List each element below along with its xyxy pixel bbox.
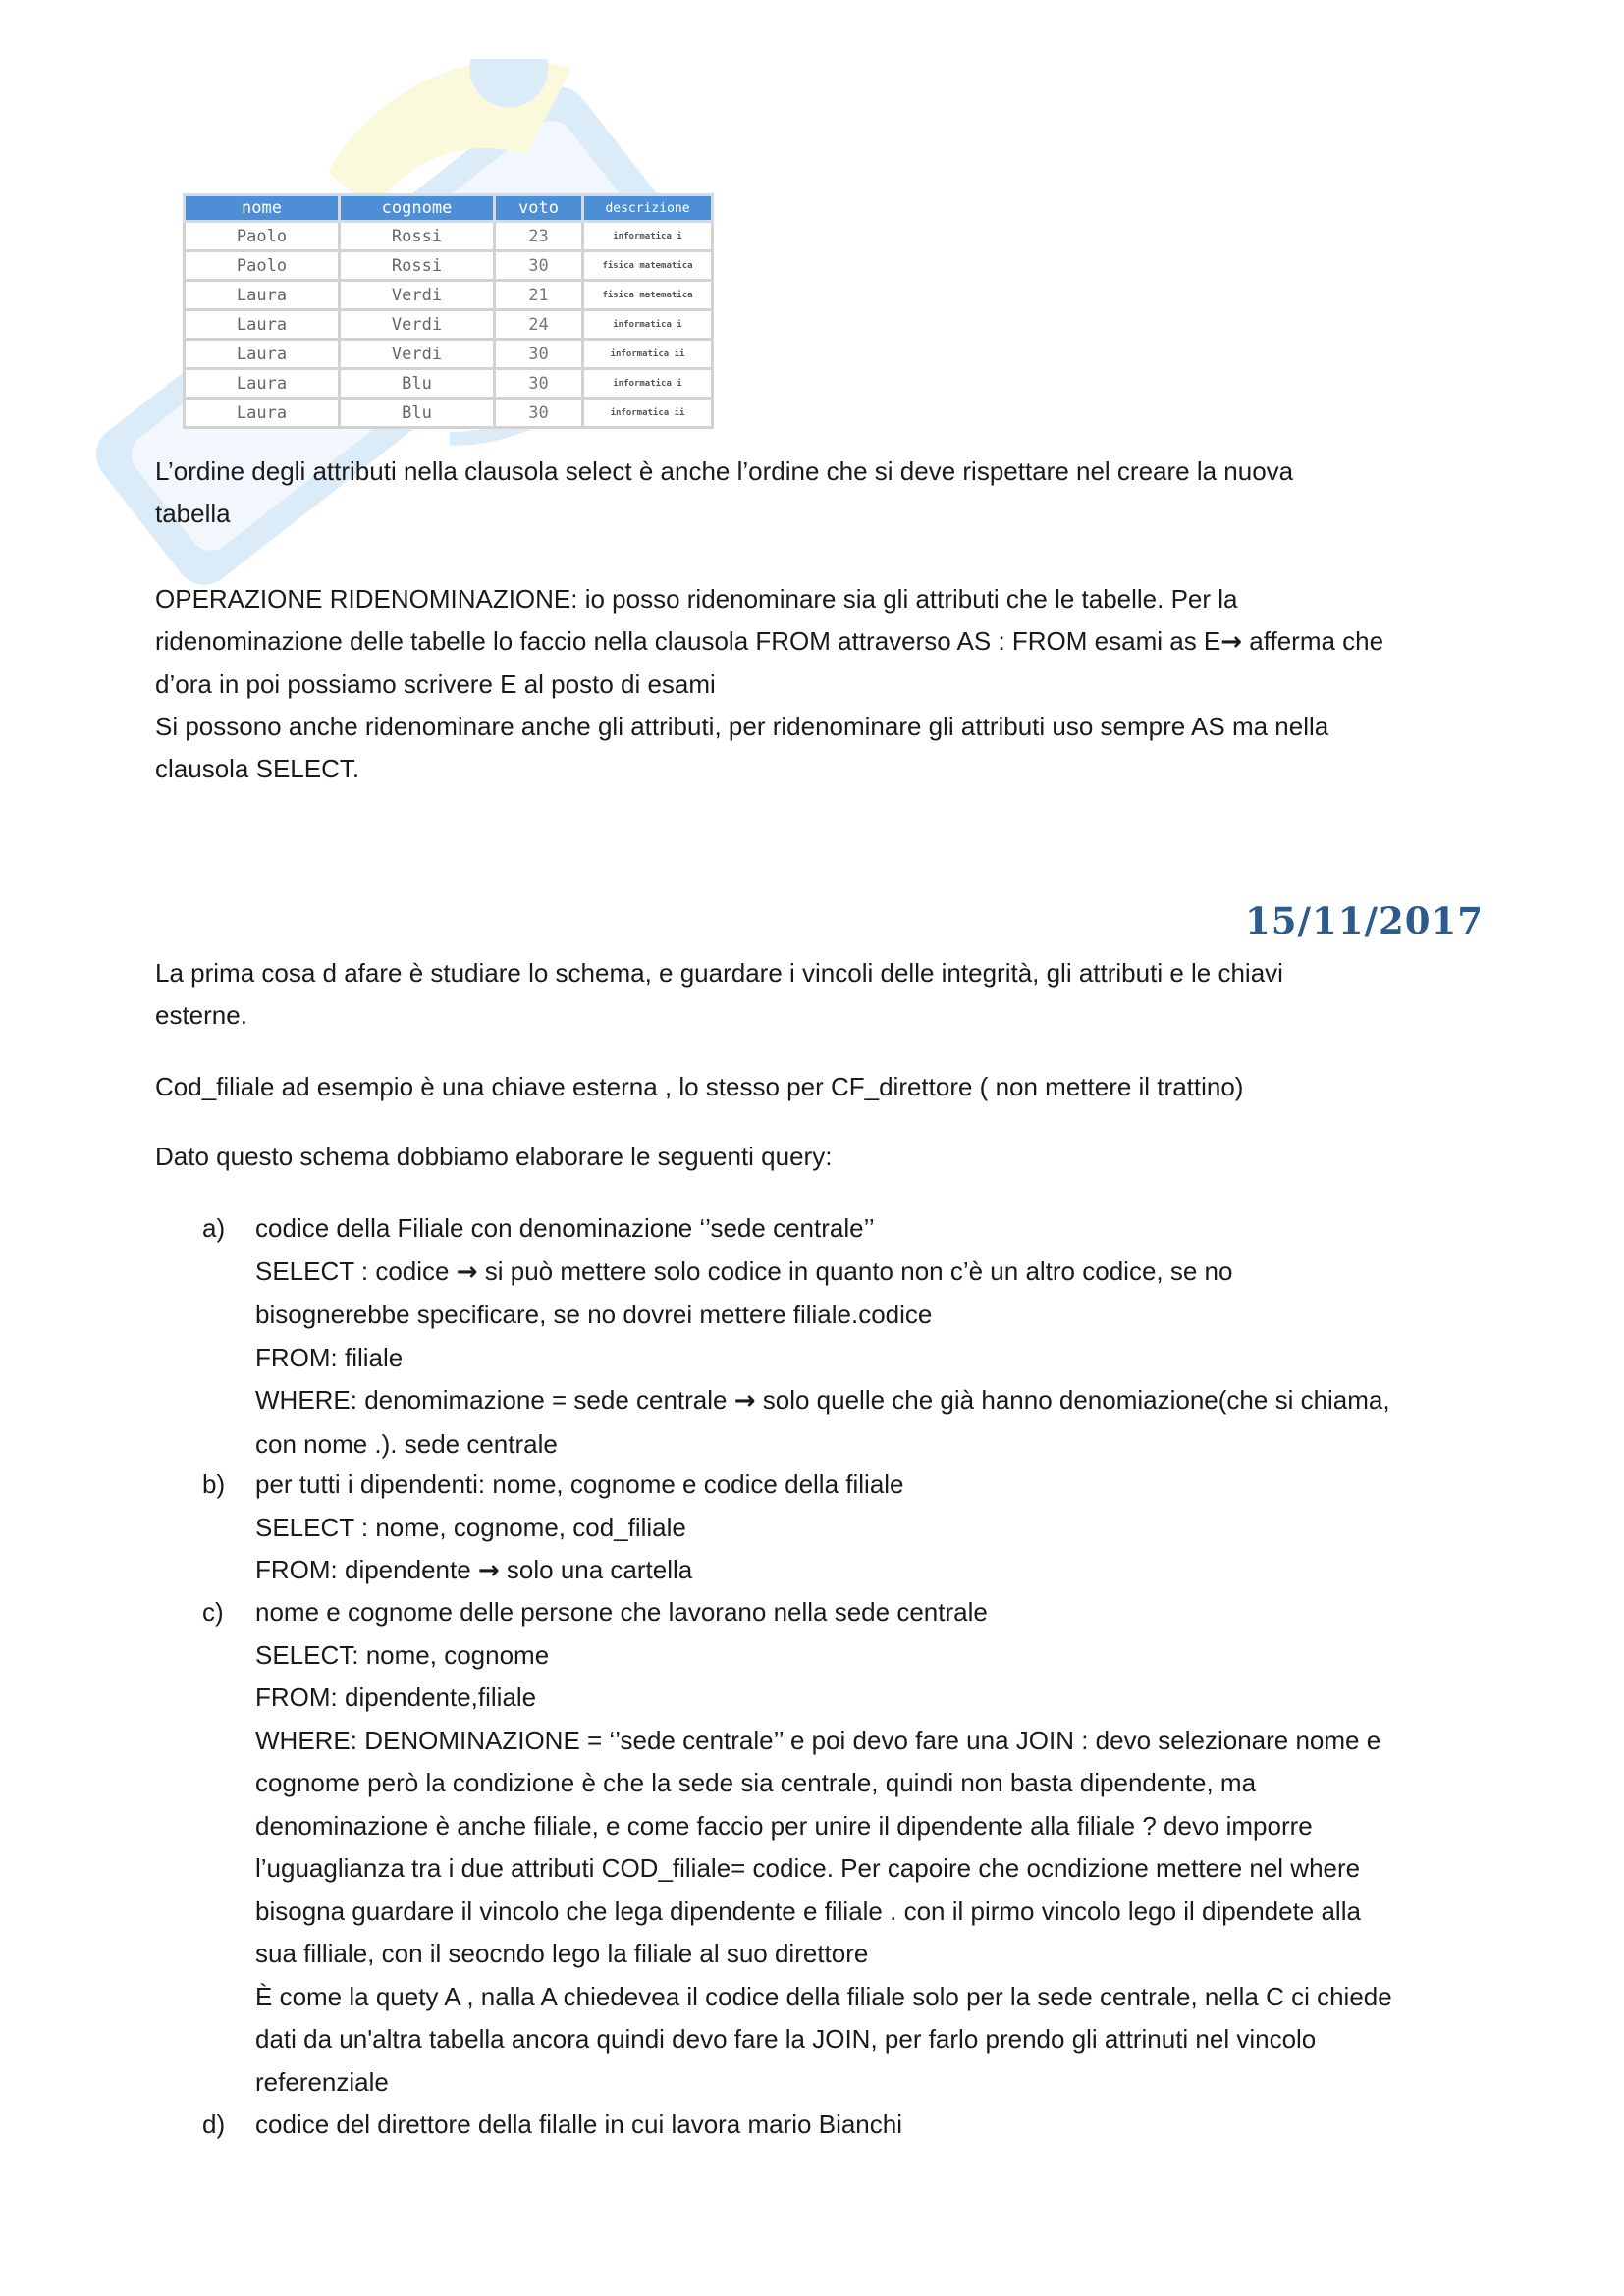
paragraph-queries-intro bbox=[155, 1136, 1490, 1178]
query-item-d bbox=[202, 2104, 1498, 2147]
text-line: bisogna guardare il vincolo che lega dipendente e filiale . con il pirmo vincolo lego il dipendete alla bbox=[255, 1896, 1361, 1926]
text-line: SELECT: nome, cognome bbox=[255, 1639, 550, 1670]
table-cell: informatica ii bbox=[583, 399, 713, 428]
table-header-row bbox=[185, 195, 713, 222]
paragraph-foreign-keys bbox=[155, 1066, 1490, 1108]
table-cell: 30 bbox=[495, 369, 583, 399]
arrow-icon: → bbox=[1220, 627, 1243, 657]
list-marker: d) bbox=[202, 2109, 226, 2139]
paragraph-attribute-order bbox=[155, 451, 1490, 535]
text-line bbox=[255, 1379, 1498, 1423]
text-line: per tutti i dipendenti: nome, cognome e codice della filiale bbox=[255, 1469, 904, 1499]
paragraph-rename bbox=[155, 578, 1490, 790]
table-cell: Laura bbox=[185, 310, 340, 340]
table-cell: Verdi bbox=[340, 310, 495, 340]
text-line: bisognerebbe specificare, se no dovrei mettere filiale.codice bbox=[255, 1300, 933, 1329]
text-line: tabella bbox=[155, 499, 231, 528]
text-line: FROM: filiale bbox=[255, 1342, 404, 1372]
text-line bbox=[255, 1251, 1498, 1295]
table-cell: 30 bbox=[495, 340, 583, 369]
column-header-nome: nome bbox=[185, 195, 340, 222]
text-line: È come la quety A , nalla A chiedevea il codice della filiale solo per la sede centrale, nella C ci chiede bbox=[255, 1981, 1392, 2011]
text-span: ridenominazione delle tabelle lo faccio nella clausola FROM attraverso AS : FROM esami as E bbox=[155, 626, 1221, 656]
table-cell: informatica i bbox=[583, 369, 713, 399]
table-row bbox=[185, 399, 713, 428]
text-line bbox=[155, 620, 1490, 664]
list-marker: b) bbox=[202, 1469, 226, 1499]
table-cell: 30 bbox=[495, 399, 583, 428]
text-line: FROM: dipendente,filiale bbox=[255, 1682, 537, 1712]
table-cell: fisica matematica bbox=[583, 281, 713, 310]
text-line: cognome però la condizione è che la sede sia centrale, quindi non basta dipendente, ma bbox=[255, 1768, 1257, 1797]
text-span: solo una cartella bbox=[499, 1555, 693, 1584]
text-line: d’ora in poi possiamo scrivere E al posto di esami bbox=[155, 669, 716, 699]
table-cell: informatica i bbox=[583, 310, 713, 340]
text-line: denominazione è anche filiale, e come faccio per unire il dipendente alla filiale ? devo imporre bbox=[255, 1810, 1313, 1841]
text-span: WHERE: denomimazione = sede centrale bbox=[255, 1385, 734, 1415]
table-cell: Verdi bbox=[340, 281, 495, 310]
text-span: SELECT : codice bbox=[255, 1255, 457, 1286]
table-cell: 30 bbox=[495, 251, 583, 281]
text-span: afferma che bbox=[1242, 626, 1384, 656]
text-line: dati da un'altra tabella ancora quindi devo fare la JOIN, per farlo prendo gli attrinuti nel vincolo bbox=[255, 2024, 1317, 2054]
column-header-cognome: cognome bbox=[340, 195, 495, 222]
table-cell: Verdi bbox=[340, 340, 495, 369]
text-line: OPERAZIONE RIDENOMINAZIONE: io posso ridenominare sia gli attributi che le tabelle. Per la bbox=[155, 584, 1238, 614]
table-cell: Rossi bbox=[340, 251, 495, 281]
arrow-icon: → bbox=[477, 1556, 500, 1585]
table-row bbox=[185, 310, 713, 340]
text-line: referenziale bbox=[255, 2066, 389, 2097]
text-line: l’uguaglianza tra i due attributi COD_filiale= codice. Per capoire che ocndizione mettere nel where bbox=[255, 1853, 1361, 1883]
text-line: SELECT : nome, cognome, cod_filiale bbox=[255, 1512, 686, 1542]
date-heading: 15/11/2017 bbox=[1245, 899, 1484, 942]
text-span: solo quelle che già hanno denomiazione(che si chiama, bbox=[755, 1385, 1390, 1415]
table-row bbox=[185, 281, 713, 310]
text-line: clausola SELECT. bbox=[155, 754, 360, 783]
text-line: codice della Filiale con denominazione ‘’sede centrale’’ bbox=[255, 1213, 875, 1243]
query-item-b bbox=[202, 1464, 1498, 1593]
arrow-icon: → bbox=[456, 1256, 478, 1287]
table-cell: Laura bbox=[185, 369, 340, 399]
text-line: codice del direttore della filalle in cui lavora mario Bianchi bbox=[255, 2109, 903, 2139]
column-header-descrizione: descrizione bbox=[583, 195, 713, 222]
table-cell: Laura bbox=[185, 281, 340, 310]
text-line: con nome .). sede centrale bbox=[255, 1428, 558, 1459]
table-cell: Blu bbox=[340, 369, 495, 399]
table-cell: 21 bbox=[495, 281, 583, 310]
query-item-a bbox=[202, 1207, 1498, 1466]
column-header-voto: voto bbox=[495, 195, 583, 222]
grades-table bbox=[183, 193, 714, 429]
table-cell: Blu bbox=[340, 399, 495, 428]
table-row bbox=[185, 251, 713, 281]
text-line: Dato questo schema dobbiamo elaborare le seguenti query: bbox=[155, 1142, 833, 1171]
table-cell: informatica ii bbox=[583, 340, 713, 369]
text-line: esterne. bbox=[155, 1000, 247, 1030]
text-line: L’ordine degli attributi nella clausola select è anche l’ordine che si deve rispettare nel creare la nuova bbox=[155, 456, 1294, 486]
query-item-c bbox=[202, 1591, 1498, 2104]
table-cell: Rossi bbox=[340, 222, 495, 251]
table-row bbox=[185, 222, 713, 251]
text-line: Cod_filiale ad esempio è una chiave esterna , lo stesso per CF_direttore ( non mettere il trattino) bbox=[155, 1072, 1244, 1101]
paragraph-schema bbox=[155, 952, 1490, 1037]
table-row bbox=[185, 369, 713, 399]
text-line: Si possono anche ridenominare anche gli attributi, per ridenominare gli attributi uso sempre AS ma nella bbox=[155, 712, 1329, 741]
list-marker: c) bbox=[202, 1597, 224, 1627]
text-line bbox=[255, 1549, 1498, 1593]
table-cell: Paolo bbox=[185, 222, 340, 251]
text-line: WHERE: DENOMINAZIONE = ‘’sede centrale’’ e poi devo fare una JOIN : devo selezionare nome e bbox=[255, 1725, 1381, 1755]
text-line: La prima cosa d afare è studiare lo schema, e guardare i vincoli delle integrità, gli attributi e le chiavi bbox=[155, 958, 1283, 988]
text-span: si può mettere solo codice in quanto non c’è un altro codice, se no bbox=[477, 1255, 1233, 1286]
table-row bbox=[185, 340, 713, 369]
text-line: nome e cognome delle persone che lavorano nella sede centrale bbox=[255, 1597, 988, 1627]
table-cell: Paolo bbox=[185, 251, 340, 281]
table-cell: Laura bbox=[185, 340, 340, 369]
arrow-icon: → bbox=[733, 1386, 756, 1415]
table-cell: 23 bbox=[495, 222, 583, 251]
text-span: FROM: dipendente bbox=[255, 1555, 478, 1584]
text-line: sua filliale, con il seocndo lego la filiale al suo direttore bbox=[255, 1939, 869, 1968]
table-cell: Laura bbox=[185, 399, 340, 428]
table-cell: 24 bbox=[495, 310, 583, 340]
table-cell: fisica matematica bbox=[583, 251, 713, 281]
table-cell: informatica i bbox=[583, 222, 713, 251]
list-marker: a) bbox=[202, 1213, 226, 1243]
